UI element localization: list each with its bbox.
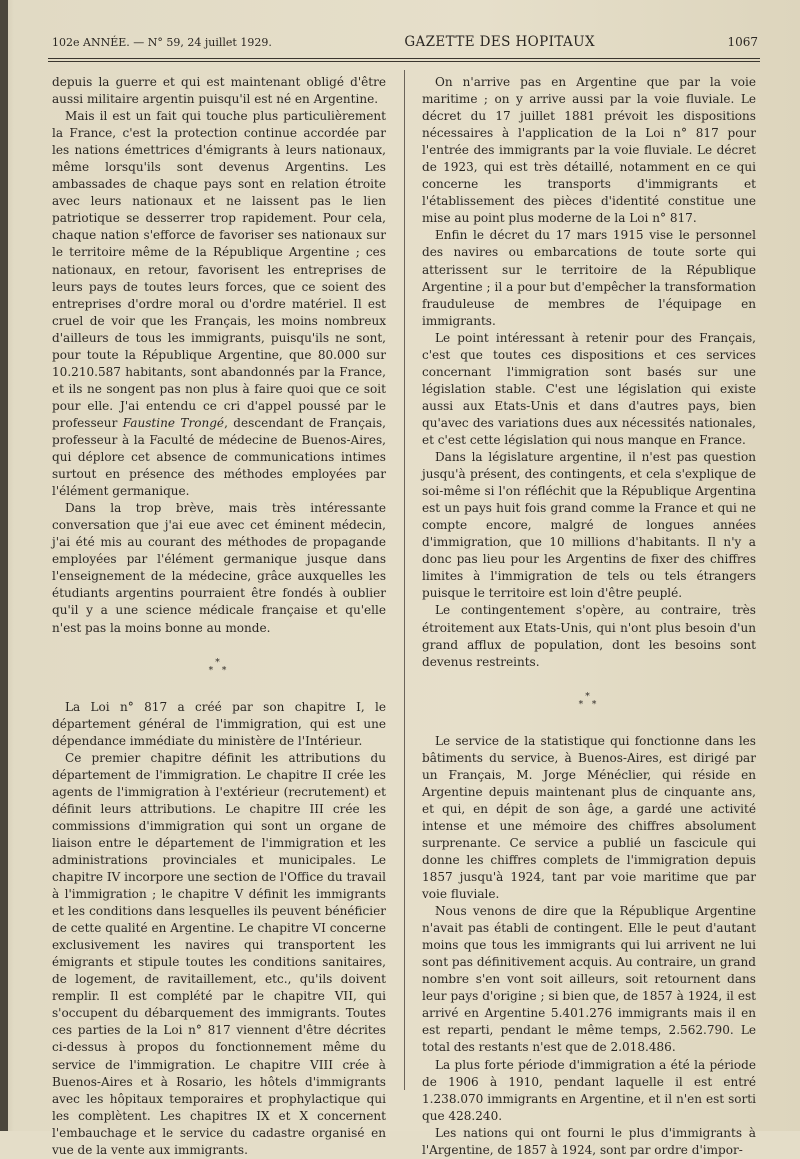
page-number: 1067 xyxy=(727,35,758,49)
section-ornament xyxy=(422,693,756,709)
paragraph: Enfin le décret du 17 mars 1915 vise le personnel des navires ou embarcations de toute sorte qui atterissent sur le territoire de la République Argentine ; il a pour but d'empêcher la transformation frauduleuse de membres de l'équipage en immigrants. xyxy=(422,228,756,328)
ornament-star: * xyxy=(585,691,593,702)
paragraph: Dans la législature argentine, il n'est pas question jusqu'à présent, des contingents, et cela s'explique de soi-même si l'on réfléchit que la République Argentina est un pays huit fois grand comme la France et qui ne compte encore, malgré de longues années d'immigration, que 10 millions d'habitants. Il n'y a donc pas lieu pour les Argentins de fixer des chiffres limites à l'immigration de tels ou tels étrangers puisque le territoire est loin d'être peuplé. xyxy=(422,450,756,601)
header-rule-bottom xyxy=(48,61,760,62)
paragraph xyxy=(52,108,386,500)
ornament-stars: * * xyxy=(208,665,230,676)
paragraph-text: Mais il est un fait qui touche plus particulièrement la France, c'est la protection continue accordée par les nations émettrices d'émigrants à leurs nationaux, même lorsqu'ils sont devenus Argentins. Les ambassades de chaque pays sont en relation étroite avec leurs nationaux et ne laissent pas le lien patriotique se desserrer trop rapidement. Pour cela, chaque nation s'efforce de favoriser ses nationaux sur le territoire même de la République Argentine ; ces nationaux, en retour, favorisent les entreprises de leurs pays de toutes leurs forces, que ce soient des entreprises d'ordre moral ou d'ordre matériel. Il est cruel de voir que les Français, les moins nombreux d'ailleurs de tous les immigrants, puisqu'ils ne sont, pour toute la République Argentine, que 80.000 sur 10.210.587 habitants, sont abandonnés par la France, et ils ne songent pas non plus à faire quoi que ce soit pour elle. J'ai entendu ce cri d'appel poussé par le professeur xyxy=(52,109,386,430)
binding-edge xyxy=(0,0,8,1131)
journal-title: GAZETTE DES HOPITAUX xyxy=(404,34,595,50)
paragraph: depuis la guerre et qui est maintenant obligé d'être aussi militaire argentin puisqu'il est né en Argentine. xyxy=(52,75,386,107)
page-header xyxy=(52,34,758,56)
issue-info: 102e ANNÉE. — N° 59, 24 juillet 1929. xyxy=(52,36,272,49)
ornament-star: * xyxy=(215,657,223,668)
paragraph: Nous venons de dire que la République Argentine n'avait pas établi de contingent. Elle le peut d'autant moins que tous les immigrants qui lui arrivent ne lui sont pas définitivement acquis. Au contraire, un grand nombre s'en vont soit ailleurs, soit retournent dans leur pays d'origine ; si bien que, de 1857 à 1924, il est arrivé en Argentine 5.401.276 immigrants mais il en est reparti, pendant le même temps, 2.562.790. Le total des restants n'est que de 2.018.486. xyxy=(422,904,756,1055)
paragraph: Ce premier chapitre définit les attributions du département de l'immigration. Le chapitre II crée les agents de l'immigration à l'extérieur (recrutement) et définit leurs attributions. Le chapitre III crée les commissions d'immigration qui sont un organe de liaison entre le département de l'immigration et les administrations provinciales et municipales. Le chapitre IV incorpore une section de l'Office du travail à l'immigration ; le chapitre V définit les immigrants et les conditions dans lesquelles ils peuvent bénéficier de cette qualité en Argentine. Le chapitre VI concerne exclusivement les navires qui transportent les émigrants et stipule toutes les conditions sanitaires, de logement, de ravitaillement, etc., qu'ils doivent remplir. Il est complété par le chapitre VII, qui s'occupent du débarquement des immigrants. Toutes ces parties de la Loi n° 817 viennent d'être décrites ci-dessus à propos du fonctionnement même du service de l'immigration. Le chapitre VIII crée à Buenos-Aires et à Rosario, les hôtels d'immigrants avec les hôpitaux temporaires et prophylactique qui les complètent. Les chapitres IX et X concernent l'embauchage et le service du cadastre organisé en vue de la vente aux immigrants. xyxy=(52,750,386,1157)
paragraph: La Loi n° 817 a créé par son chapitre I, le département général de l'immigration, qui est une dépendance immédiate du ministère de l'Intérieur. xyxy=(52,699,386,748)
header-rule-top xyxy=(48,58,760,59)
professor-name: Faustine Trongé xyxy=(122,415,225,430)
paragraph: Les nations qui ont fourni le plus d'immigrants à l'Argentine, de 1857 à 1924, sont par ordre d'impor- xyxy=(422,1125,756,1157)
column-divider xyxy=(404,70,405,1090)
paragraph: La plus forte période d'immigration a été la période de 1906 à 1910, pendant laquelle il est entré 1.238.070 immigrants en Argentine, et il n'en est sorti que 428.240. xyxy=(422,1057,756,1123)
paragraph: Dans la trop brève, mais très intéressante conversation que j'ai eue avec cet éminent médecin, j'ai été mis au courant des méthodes de propagande employées par l'élément germanique jusque dans l'enseignement de la médecine, grâce auxquelles les étudiants argentins pourraient être fondés à oublier qu'il y a une science médicale française et qu'elle n'est pas la moins bonne au monde. xyxy=(52,501,386,635)
right-column xyxy=(422,74,756,1159)
paragraph: Le point intéressant à retenir pour des Français, c'est que toutes ces dispositions et ces services concernant l'immigration sont basés sur une législation stable. C'est une législation qui existe aussi aux Etats-Unis et dans d'autres pays, bien qu'avec des variations dues aux nécessités nationales, et c'est cette législation qui nous manque en France. xyxy=(422,330,756,447)
paragraph: Le service de la statistique qui fonctionne dans les bâtiments du service, à Buenos-Aires, est dirigé par un Français, M. Jorge Ménéclier, qui réside en Argentine depuis maintenant plus de cinquante ans, et qui, en dépit de son âge, a gardé une activité intense et une mémoire des chiffres absolument surprenante. Ce service a publié un fascicule qui donne les chiffres complets de l'immigration depuis 1857 jusqu'à 1924, tant par voie maritime que par voie fluviale. xyxy=(422,733,756,902)
paragraph: Le contingentement s'opère, au contraire, très étroitement aux Etats-Unis, qui n'ont plus besoin d'un grand afflux de population, dont les besoins sont devenus restreints. xyxy=(422,603,756,669)
paragraph: On n'arrive pas en Argentine que par la voie maritime ; on y arrive aussi par la voie fluviale. Le décret du 17 juillet 1881 prévoit les dispositions nécessaires à l'application de la Loi n° 817 pour l'entrée des immigrants par la voie fluviale. Le décret de 1923, qui est très détaillé, notamment en ce qui concerne les transports d'immigrants et l'établissement des pièces d'identité constitue une mise au point plus moderne de la Loi n° 817. xyxy=(422,75,756,226)
left-column xyxy=(52,74,386,1159)
paragraph-text: , descendant de Français, professeur à la Faculté de médecine de Buenos-Aires, qui déplore cet absence de communications intimes surtout en présence des méthodes employées par l'élément germanique. xyxy=(52,415,386,499)
section-ornament xyxy=(52,659,386,675)
ornament-stars: * * xyxy=(578,699,600,710)
